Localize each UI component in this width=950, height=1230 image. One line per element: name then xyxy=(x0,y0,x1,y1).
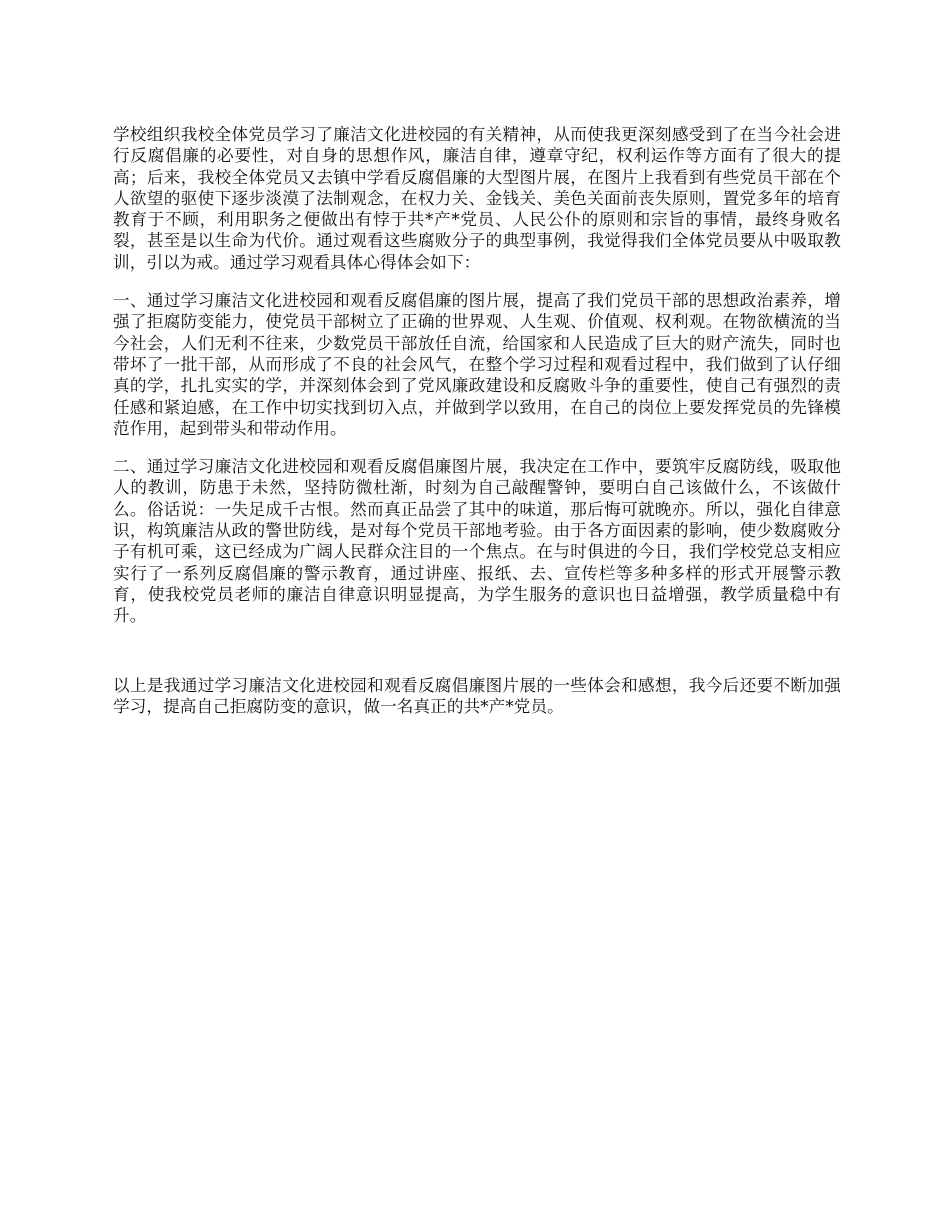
conclusion-paragraph: 以上是我通过学习廉洁文化进校园和观看反腐倡廉图片展的一些体会和感想，我今后还要不断加强学习，提高自己拒腐防变的意识，做一名真正的共*产*党员。 xyxy=(113,675,841,716)
point-one-paragraph: 一、通过学习廉洁文化进校园和观看反腐倡廉的图片展，提高了我们党员干部的思想政治素养，增强了拒腐防变能力，使党员干部树立了正确的世界观、人生观、价值观、权利观。在物欲横流的当今社会，人们无利不往来，少数党员干部放任自流，给国家和人民造成了巨大的财产流失，同时也带坏了一批干部，从而形成了不良的社会风气，在整个学习过程和观看过程中，我们做到了认仔细真的学，扎扎实实的学，并深刻体会到了党风廉政建设和反腐败斗争的重要性，使自己有强烈的责任感和紧迫感，在工作中切实找到切入点，并做到学以致用，在自己的岗位上要发挥党员的先锋模范作用，起到带头和带动作用。 xyxy=(113,291,841,438)
point-two-paragraph: 二、通过学习廉洁文化进校园和观看反腐倡廉图片展，我决定在工作中，要筑牢反腐防线，吸取他人的教训，防患于未然，坚持防微杜渐，时刻为自己敲醒警钟，要明白自己该做什么，不该做什么。俗话说：一失足成千古恨。然而真正品尝了其中的味道，那后悔可就晚亦。所以，强化自律意识，构筑廉洁从政的警世防线，是对每个党员干部地考验。由于各方面因素的影响，使少数腐败分子有机可乘，这已经成为广阔人民群众注目的一个焦点。在与时俱进的今日，我们学校党总支相应实行了一系列反腐倡廉的警示教育，通过讲座、报纸、去、宣传栏等多种多样的形式开展警示教育，使我校党员老师的廉洁自律意识明显提高，为学生服务的意识也日益增强，教学质量稳中有升。 xyxy=(113,457,841,626)
document-page xyxy=(113,124,841,717)
intro-paragraph: 学校组织我校全体党员学习了廉洁文化进校园的有关精神，从而使我更深刻感受到了在当今社会进行反腐倡廉的必要性，对自身的思想作风，廉洁自律，遵章守纪，权利运作等方面有了很大的提高；后来，我校全体党员又去镇中学看反腐倡廉的大型图片展，在图片上我看到有些党员干部在个人欲望的驱使下逐步淡漠了法制观念，在权力关、金钱关、美色关面前丧失原则，置党多年的培育教育于不顾，利用职务之便做出有悖于共*产*党员、人民公仆的原则和宗旨的事情，最终身败名裂，甚至是以生命为代价。通过观看这些腐败分子的典型事例，我觉得我们全体党员要从中吸取教训，引以为戒。通过学习观看具体心得体会如下： xyxy=(113,125,841,272)
